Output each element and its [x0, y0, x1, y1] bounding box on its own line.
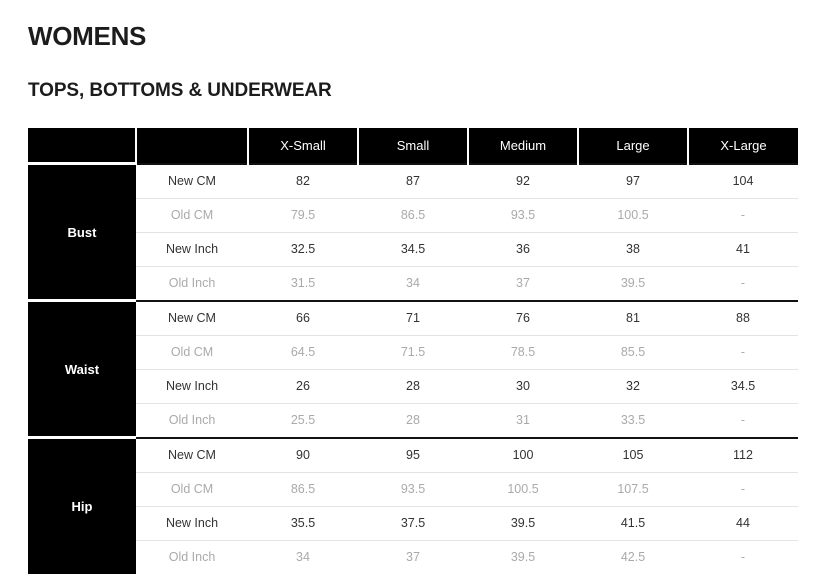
cell-value: 41 [688, 232, 798, 266]
cell-value: 100.5 [468, 472, 578, 506]
cell-value: 93.5 [468, 198, 578, 232]
table-row [28, 506, 798, 540]
cell-value: 105 [578, 438, 688, 473]
cell-value: 95 [358, 438, 468, 473]
column-header-x-small: X-Small [248, 128, 358, 164]
cell-value: 34 [248, 540, 358, 574]
size-chart-table [28, 128, 798, 574]
cell-value: 71 [358, 301, 468, 336]
cell-value: 85.5 [578, 335, 688, 369]
table-row [28, 198, 798, 232]
table-row [28, 266, 798, 301]
cell-value: - [688, 403, 798, 438]
cell-value: 34.5 [358, 232, 468, 266]
cell-value: 39.5 [468, 506, 578, 540]
section-title: TOPS, BOTTOMS & UNDERWEAR [28, 80, 332, 101]
cell-value: - [688, 540, 798, 574]
cell-value: 33.5 [578, 403, 688, 438]
page-title: WOMENS [28, 21, 147, 51]
cell-value: 30 [468, 369, 578, 403]
table-header [28, 128, 798, 164]
cell-value: 39.5 [468, 540, 578, 574]
cell-value: 32.5 [248, 232, 358, 266]
table-row [28, 232, 798, 266]
column-header-small: Small [358, 128, 468, 164]
row-group-label-hip: Hip [28, 438, 136, 574]
row-label: Old CM [136, 472, 248, 506]
cell-value: 104 [688, 164, 798, 199]
row-label: New Inch [136, 369, 248, 403]
cell-value: 34.5 [688, 369, 798, 403]
cell-value: 44 [688, 506, 798, 540]
cell-value: 88 [688, 301, 798, 336]
table-row [28, 164, 798, 199]
table-row [28, 540, 798, 574]
cell-value: 39.5 [578, 266, 688, 301]
cell-value: 78.5 [468, 335, 578, 369]
corner-group-header [28, 128, 136, 164]
table-body [28, 164, 798, 574]
table-row [28, 301, 798, 336]
row-label: New Inch [136, 506, 248, 540]
cell-value: - [688, 472, 798, 506]
row-group-label-waist: Waist [28, 301, 136, 438]
cell-value: 107.5 [578, 472, 688, 506]
cell-value: 36 [468, 232, 578, 266]
cell-value: 82 [248, 164, 358, 199]
cell-value: - [688, 266, 798, 301]
cell-value: 93.5 [358, 472, 468, 506]
row-label: New CM [136, 164, 248, 199]
cell-value: 97 [578, 164, 688, 199]
cell-value: 25.5 [248, 403, 358, 438]
column-header-medium: Medium [468, 128, 578, 164]
table-row [28, 472, 798, 506]
row-label: New CM [136, 301, 248, 336]
cell-value: 28 [358, 369, 468, 403]
cell-value: - [688, 335, 798, 369]
cell-value: 38 [578, 232, 688, 266]
cell-value: 64.5 [248, 335, 358, 369]
column-header-large: Large [578, 128, 688, 164]
cell-value: 71.5 [358, 335, 468, 369]
cell-value: 81 [578, 301, 688, 336]
cell-value: 100 [468, 438, 578, 473]
cell-value: 34 [358, 266, 468, 301]
cell-value: - [688, 198, 798, 232]
cell-value: 92 [468, 164, 578, 199]
cell-value: 28 [358, 403, 468, 438]
row-label: New Inch [136, 232, 248, 266]
row-label: Old CM [136, 335, 248, 369]
cell-value: 41.5 [578, 506, 688, 540]
cell-value: 37 [358, 540, 468, 574]
corner-label-header [136, 128, 248, 164]
table-row [28, 369, 798, 403]
cell-value: 32 [578, 369, 688, 403]
column-header-x-large: X-Large [688, 128, 798, 164]
row-label: Old CM [136, 198, 248, 232]
cell-value: 37 [468, 266, 578, 301]
cell-value: 76 [468, 301, 578, 336]
cell-value: 35.5 [248, 506, 358, 540]
cell-value: 90 [248, 438, 358, 473]
cell-value: 31.5 [248, 266, 358, 301]
table-row [28, 335, 798, 369]
table-row [28, 438, 798, 473]
row-label: New CM [136, 438, 248, 473]
row-label: Old Inch [136, 403, 248, 438]
cell-value: 86.5 [248, 472, 358, 506]
cell-value: 112 [688, 438, 798, 473]
cell-value: 86.5 [358, 198, 468, 232]
cell-value: 66 [248, 301, 358, 336]
row-label: Old Inch [136, 540, 248, 574]
cell-value: 31 [468, 403, 578, 438]
cell-value: 87 [358, 164, 468, 199]
table-header-row [28, 128, 798, 164]
cell-value: 42.5 [578, 540, 688, 574]
row-group-label-bust: Bust [28, 164, 136, 301]
cell-value: 26 [248, 369, 358, 403]
row-label: Old Inch [136, 266, 248, 301]
cell-value: 79.5 [248, 198, 358, 232]
cell-value: 37.5 [358, 506, 468, 540]
table-row [28, 403, 798, 438]
cell-value: 100.5 [578, 198, 688, 232]
